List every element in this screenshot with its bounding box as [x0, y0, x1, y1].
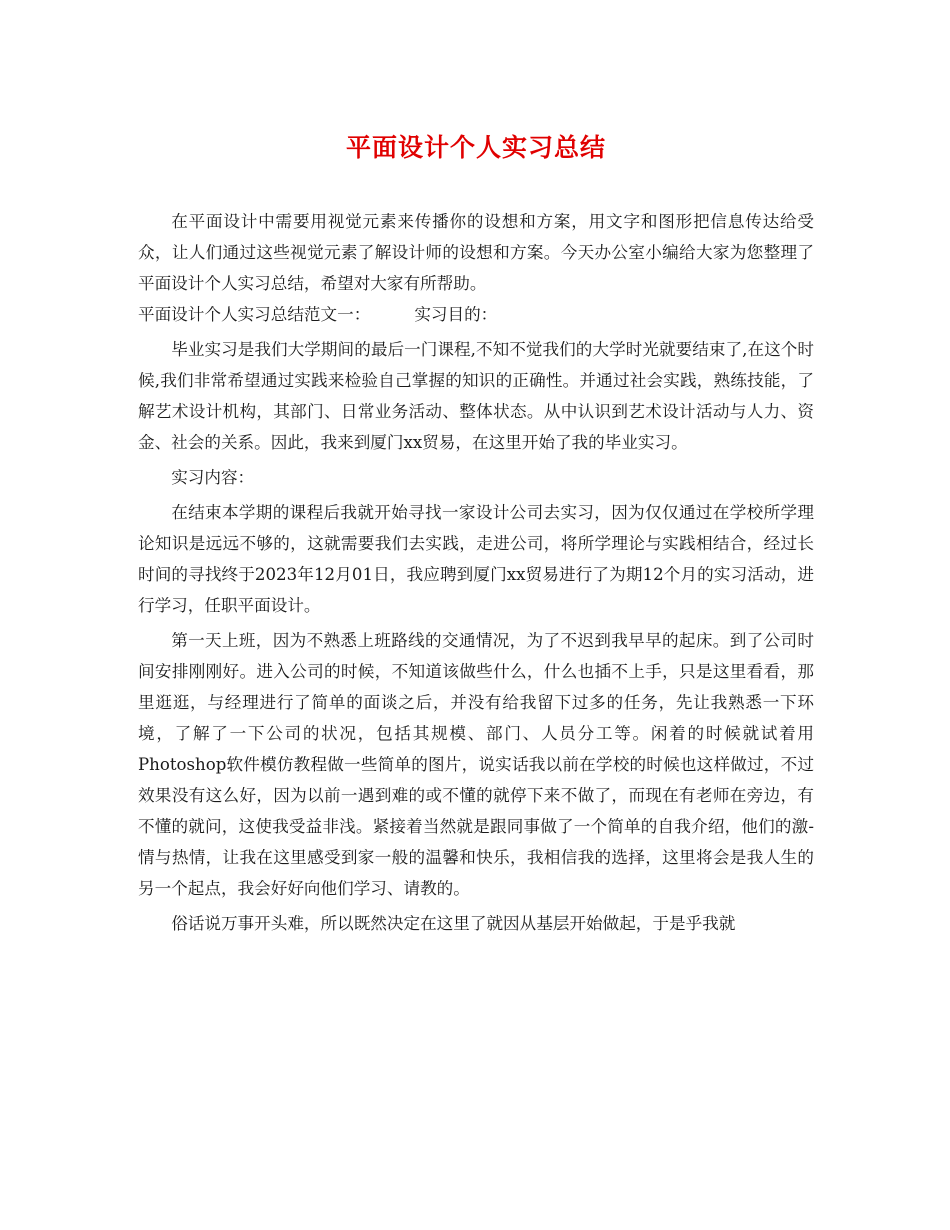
content-label: 实习内容： [171, 468, 255, 487]
purpose-paragraph: 毕业实习是我们大学期间的最后一门课程,不知不觉我们的大学时光就要结束了,在这个时候,我们非常希望通过实践来检验自己掌握的知识的正确性。并通过社会实践，熟练技能，了解艺术设计机构，其部门、日常业务活动、整体状态。从中认识到艺术设计活动与人力、资金、社会的关系。因此，我来到厦门xx贸易，在这里开始了我的毕业实习。 [138, 340, 814, 452]
sample-heading: 平面设计个人实习总结范文一： [138, 305, 371, 324]
proverb-paragraph: 俗话说万事开头难，所以既然决定在这里了就因从基层开始做起，于是乎我就 [171, 914, 736, 933]
content-paragraph: 在结束本学期的课程后我就开始寻找一家设计公司去实习，因为仅仅通过在学校所学理论知识是远远不够的，这就需要我们去实践，走进公司，将所学理论与实践相结合，经过长时间的寻找终于2023年12月01日，我应聘到厦门xx贸易进行了为期12个月的实习活动，进行学习，任职平面设计。 [138, 503, 814, 615]
document-title: 平面设计个人实习总结 [345, 133, 606, 162]
sample-heading-line [138, 299, 814, 330]
intro-paragraph: 在平面设计中需要用视觉元素来传播你的设想和方案，用文字和图形把信息传达给受众，让人们通过这些视觉元素了解设计师的设想和方案。今天办公室小编给大家为您整理了平面设计个人实习总结，希望对大家有所帮助。 [138, 212, 814, 293]
first-day-paragraph: 第一天上班，因为不熟悉上班路线的交通情况，为了不迟到我早早的起床。到了公司时间安排刚刚好。进入公司的时候，不知道该做些什么，什么也插不上手，只是这里看看，那里逛逛，与经理进行了简单的面谈之后，并没有给我留下过多的任务，先让我熟悉一下环境，了解了一下公司的状况，包括其规模、部门、人员分工等。闲着的时候就试着用Photoshop软件模仿教程做一些简单的图片，说实话我以前在学校的时候也这样做过，不过效果没有这么好，因为以前一遇到难的或不懂的就停下来不做了，而现在有老师在旁边，有不懂的就问，这使我受益非浅。紧接着当然就是跟同事做了一个简单的自我介绍，他们的激-情与热情，让我在这里感受到家一般的温馨和快乐，我相信我的选择，这里将会是我人生的另一个起点，我会好好向他们学习、请教的。 [138, 631, 814, 898]
purpose-label: 实习目的： [414, 305, 498, 324]
